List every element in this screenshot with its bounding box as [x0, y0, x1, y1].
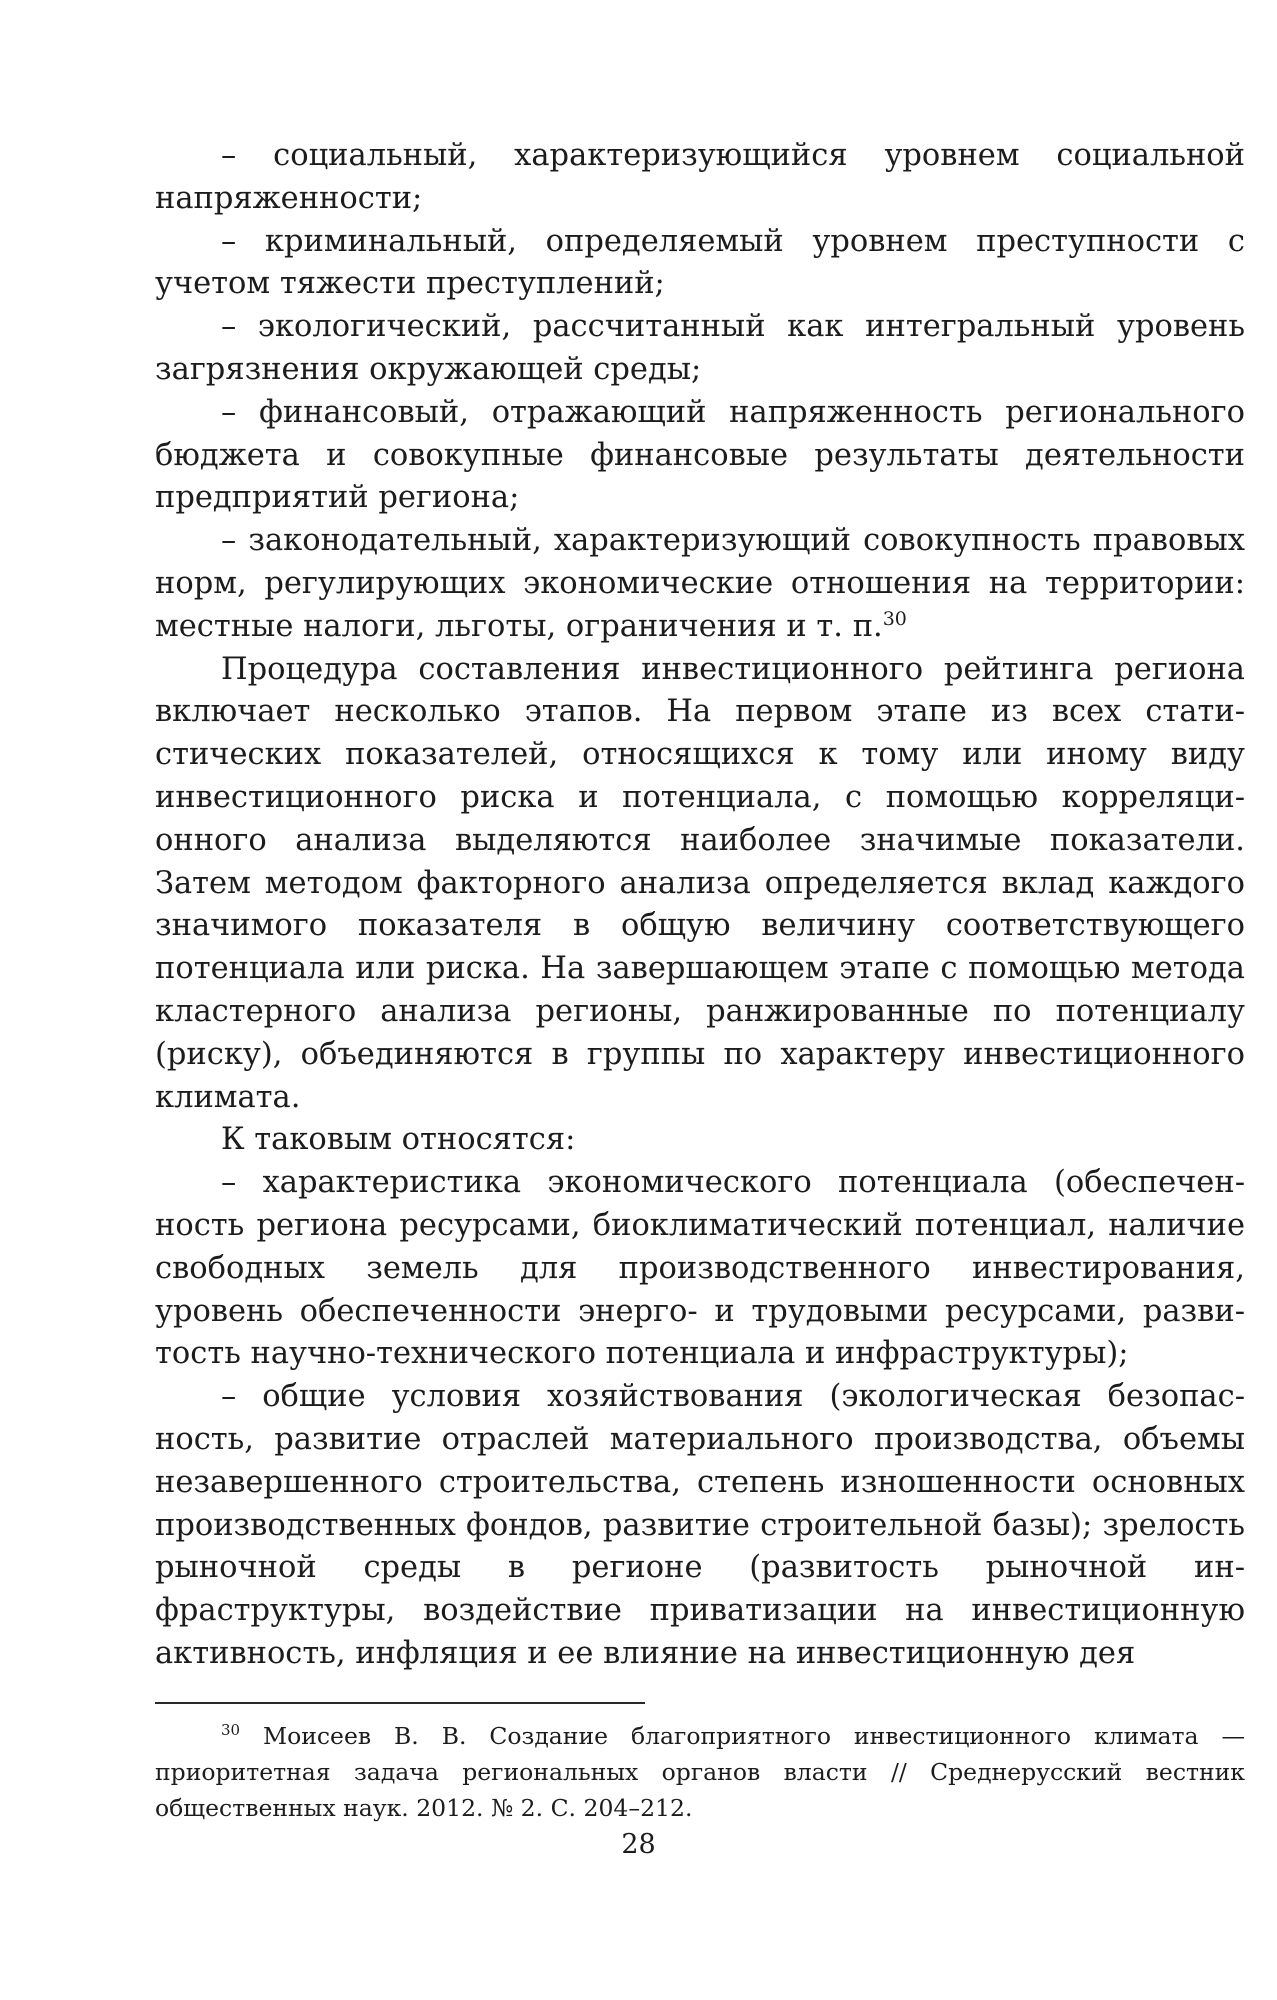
paragraph-social-risk: – социальный, характеризующийся уровнем социальной напряженности;: [155, 138, 1245, 216]
paragraph-ecological-risk: – экологический, рассчитанный как интегральный уровень загрязнения окружающей среды;: [155, 309, 1245, 387]
page-number: 28: [621, 1829, 656, 1860]
footnote-text: Моисеев В. В. Создание благоприятного инвестиционного климата — приоритетная задача региональных органов власти // Среднерусский вестник общественных наук. 2012. № 2. С. 204–212.: [155, 1722, 1245, 1822]
footnote-marker: 30: [221, 1721, 241, 1740]
paragraph-legislative-risk-text: – законодательный, характеризующий совокупность правовых норм, регулирующих экономические отношения на территории: местные налоги, льготы, ограничения и т. п.: [155, 523, 1245, 644]
footnote-reference: 30: [882, 607, 907, 630]
footnote-divider: [155, 1702, 645, 1704]
paragraph-economic-potential: – характеристика экономического потенциала (обеспеченность региона ресурсами, биоклиматический потенциал, наличие свободных земель для производственного инвестирования, уровень обеспеченности энерго- и трудовыми ресурсами, развитость научно-технического потенциала и инфраструктуры);: [155, 1165, 1245, 1372]
paragraph-such-include: К таковым относятся:: [221, 1122, 576, 1158]
paragraph-rating-procedure: Процедура составления инвестиционного рейтинга региона включает несколько этапов. На первом этапе из всех статистических показателей, относящихся к тому или иному виду инвестиционного риска и потенциала, с помощью корреляционного анализа выделяются наиболее значимые показатели. Затем методом факторного анализа определяется вклад каждого значимого показателя в общую величину соответствующего потенциала или риска. На завершающем этапе с помощью метода кластерного анализа регионы, ранжированные по потенциалу (риску), объединяются в группы по характеру инвестиционного климата.: [155, 651, 1245, 1115]
paragraph-financial-risk: – финансовый, отражающий напряженность регионального бюджета и совокупные финансовые результаты деятельности предприятий региона;: [155, 394, 1245, 516]
paragraph-criminal-risk: – криминальный, определяемый уровнем преступности с учетом тяжести преступлений;: [155, 223, 1245, 302]
main-text: [155, 135, 1245, 1676]
paragraph-legislative-risk: [155, 520, 1245, 648]
paragraph-general-conditions: – общие условия хозяйствования (экологическая безопасность, развитие отраслей материального производства, объемы незавершенного строительства, степень изношенности основных производственных фондов, развитие строительной базы); зрелость рыночной среды в регионе (развитость рыночной инфраструктуры, воздействие приватизации на инвестиционную активность, инфляция и ее влияние на инвестиционную дея: [155, 1379, 1245, 1671]
footnote: [155, 1718, 1245, 1826]
